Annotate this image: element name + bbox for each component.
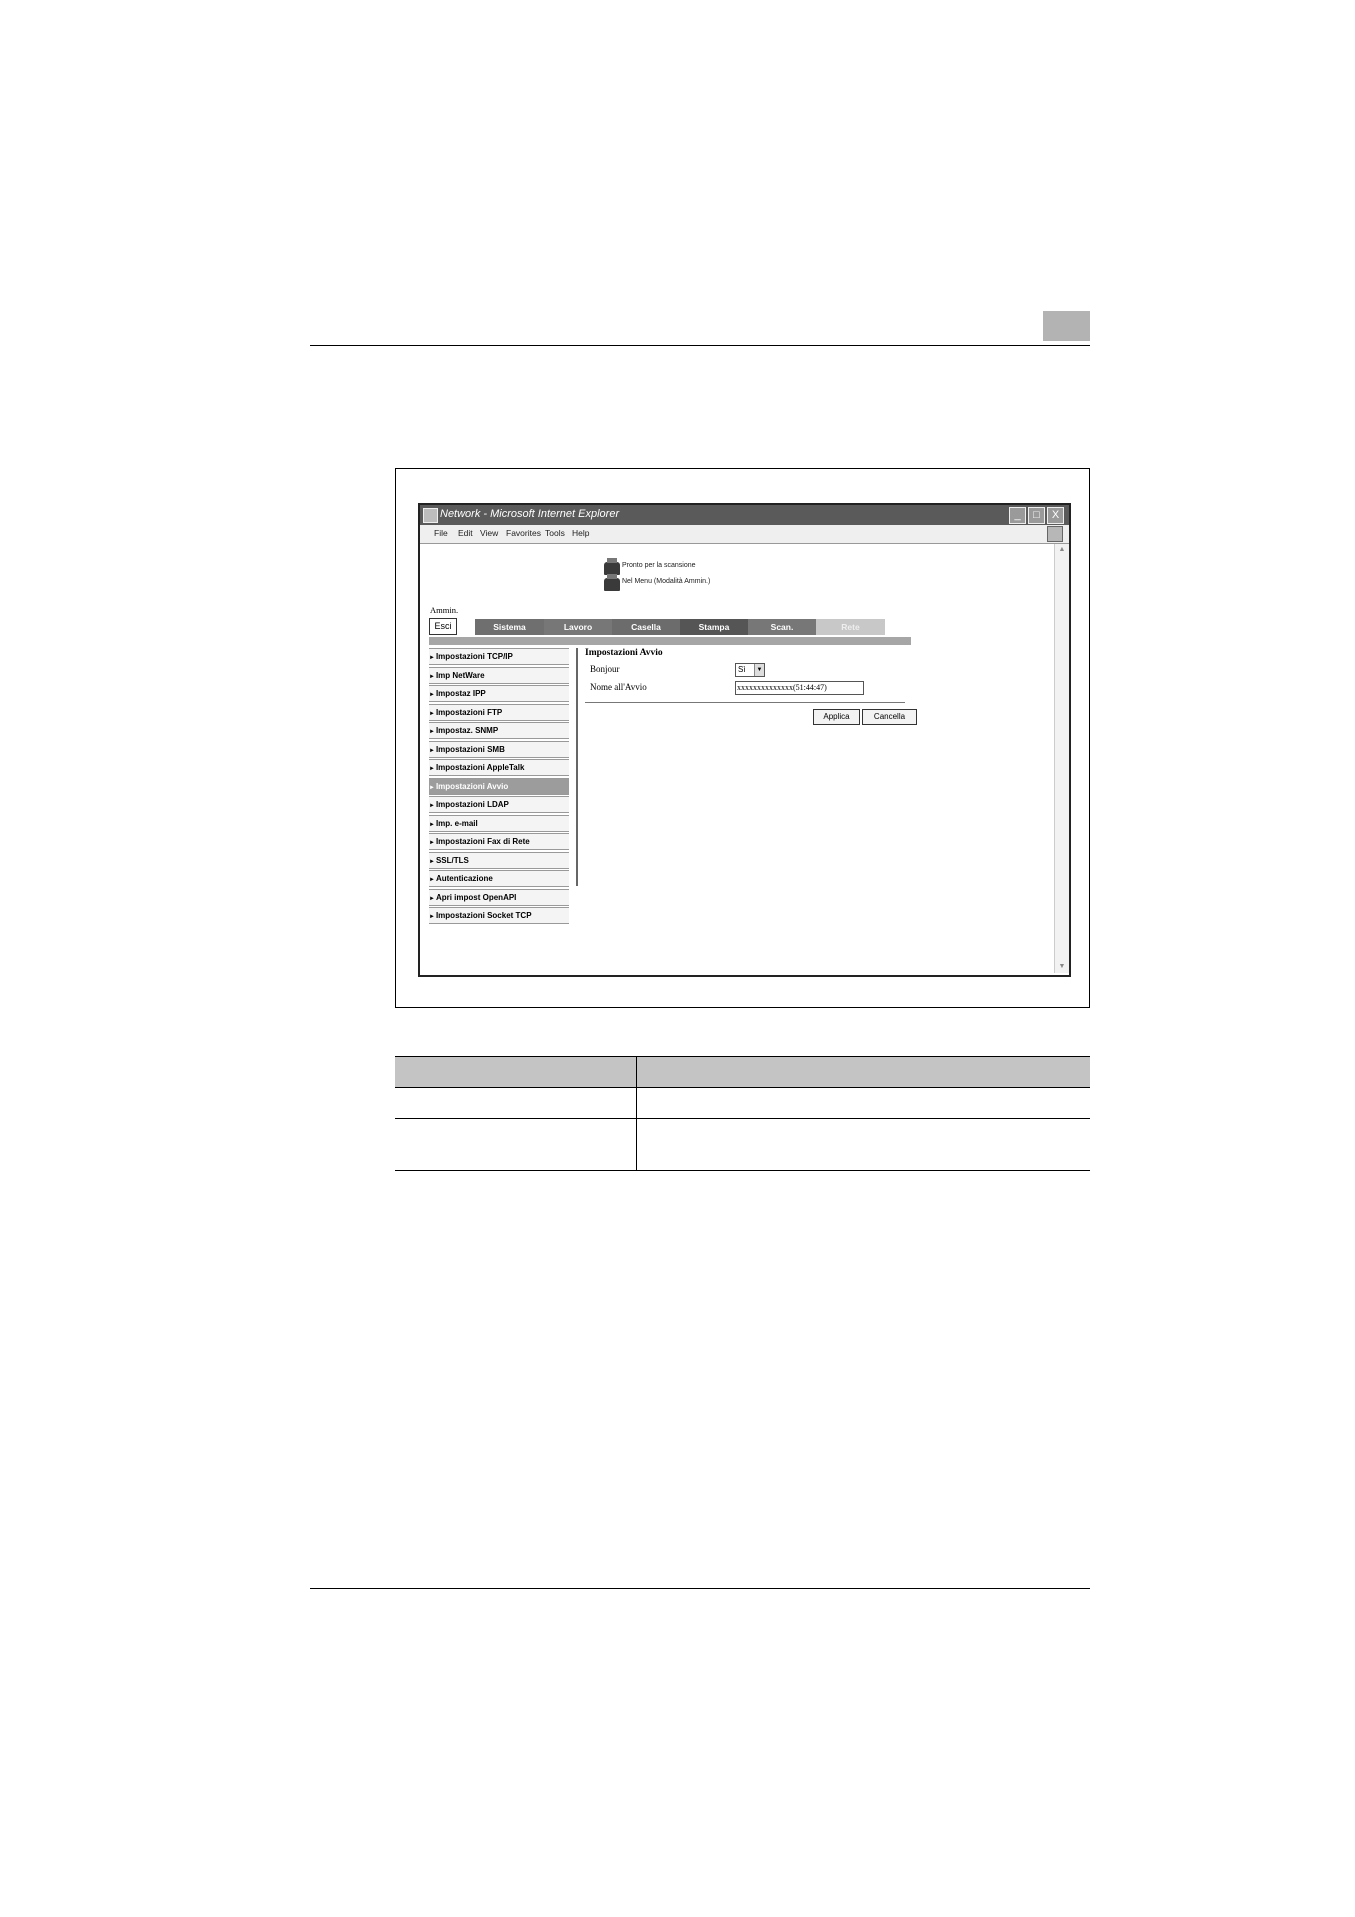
browser-window	[418, 503, 1071, 977]
sidebar-item-ipp[interactable]	[429, 685, 569, 702]
arrow-right-icon: ►	[429, 747, 435, 754]
arrow-right-icon: ►	[429, 877, 435, 883]
bonjour-label: Bonjour	[590, 664, 620, 674]
panel-divider	[585, 702, 905, 703]
sidebar-item-label: Impostazioni Avvio	[435, 781, 509, 791]
sidebar-item-email[interactable]	[429, 815, 569, 832]
sidebar-item-label: Impostazioni LDAP	[435, 800, 509, 809]
chapter-tab	[1043, 311, 1090, 341]
tab-scan[interactable]: Scan.	[748, 619, 817, 635]
sidebar-divider	[576, 648, 578, 886]
window-title: Network - Microsoft Internet Explorer	[440, 508, 620, 520]
chevron-down-icon: ▼	[754, 664, 764, 676]
arrow-right-icon: ►	[429, 766, 435, 772]
sidebar-item-label: Impostazioni Fax di Rete	[435, 837, 530, 846]
sidebar-item-label: Impostazioni SMB	[435, 744, 505, 754]
windows-logo-icon	[1047, 526, 1063, 542]
bonjour-select[interactable]	[735, 663, 765, 677]
arrow-right-icon: ►	[429, 840, 435, 846]
tab-stampa[interactable]: Stampa	[680, 619, 749, 635]
arrow-right-icon: ►	[429, 673, 435, 680]
scroll-up-icon[interactable]: ▲	[1058, 546, 1066, 553]
arrow-right-icon: ►	[429, 784, 435, 791]
main-tabs	[475, 619, 885, 635]
tab-underline-band	[429, 637, 911, 645]
maximize-button[interactable]: □	[1028, 507, 1045, 524]
sidebar-item-ldap[interactable]	[429, 796, 569, 813]
apply-button[interactable]: Applica	[813, 709, 860, 725]
sidebar-item-label: Impostazioni AppleTalk	[435, 763, 525, 772]
panel-title: Impostazioni Avvio	[585, 648, 663, 658]
scroll-down-icon[interactable]: ▼	[1058, 963, 1066, 970]
sidebar-item-label: Impostazioni TCP/IP	[435, 652, 513, 661]
sidebar-item-label: Impostazioni Socket TCP	[435, 911, 532, 920]
bonjour-name-input[interactable]: xxxxxxxxxxxxxx(51:44:47)	[735, 681, 864, 695]
sidebar-item-snmp[interactable]	[429, 722, 569, 739]
sidebar-item-autenticazione[interactable]	[429, 870, 569, 887]
cancel-button[interactable]: Cancella	[862, 709, 917, 725]
logout-button[interactable]: Esci	[429, 618, 457, 635]
menu-edit[interactable]: Edit	[458, 528, 473, 538]
scan-status: Pronto per la scansione	[622, 562, 696, 569]
sidebar-item-netware[interactable]	[429, 667, 569, 684]
menu-help[interactable]: Help	[572, 528, 590, 538]
sidebar-item-socket-tcp[interactable]	[429, 907, 569, 924]
table-row	[395, 1118, 1090, 1171]
sidebar-item-label: Imp. e-mail	[435, 818, 478, 828]
sidebar-item-label: Impostazioni FTP	[435, 707, 503, 717]
arrow-right-icon: ►	[429, 914, 435, 920]
minimize-button[interactable]: _	[1009, 507, 1026, 524]
sidebar	[429, 648, 569, 926]
footer-rule	[310, 1588, 1090, 1589]
vertical-scrollbar[interactable]	[1054, 544, 1069, 973]
bonjour-value: Sì	[738, 665, 746, 674]
admin-label: Ammin.	[430, 605, 459, 615]
tab-sistema[interactable]: Sistema	[475, 619, 545, 635]
sidebar-item-label: SSL/TLS	[435, 855, 469, 865]
sidebar-item-ssl-tls[interactable]	[429, 852, 569, 869]
sidebar-item-openapi[interactable]	[429, 889, 569, 906]
ie-page-icon	[423, 508, 438, 523]
menu-favorites[interactable]: Favorites	[506, 528, 541, 538]
header-rule	[310, 345, 1090, 346]
printer-admin-icon	[604, 578, 620, 591]
settings-panel	[585, 648, 906, 721]
tab-lavoro[interactable]: Lavoro	[544, 619, 613, 635]
arrow-right-icon: ►	[429, 895, 435, 902]
admin-mode-status: Nel Menu (Modalità Ammin.)	[622, 578, 711, 585]
sidebar-item-ftp[interactable]	[429, 704, 569, 721]
tab-rete[interactable]: Rete	[816, 619, 886, 635]
arrow-right-icon: ►	[429, 655, 435, 661]
menu-bar	[420, 525, 1069, 544]
sidebar-item-avvio[interactable]	[429, 778, 569, 795]
menu-file[interactable]: File	[434, 528, 448, 538]
arrow-right-icon: ►	[429, 692, 435, 698]
arrow-right-icon: ►	[429, 821, 435, 828]
arrow-right-icon: ►	[429, 803, 435, 809]
table-header	[395, 1056, 1090, 1088]
arrow-right-icon: ►	[429, 858, 435, 865]
sidebar-item-smb[interactable]	[429, 741, 569, 758]
name-label: Nome all'Avvio	[590, 682, 647, 692]
sidebar-item-label: Impostaz IPP	[435, 689, 486, 698]
page-content	[420, 544, 1054, 973]
title-bar	[420, 505, 1069, 525]
arrow-right-icon: ►	[429, 729, 435, 735]
menu-view[interactable]: View	[480, 528, 499, 538]
table-row	[395, 1087, 1090, 1119]
sidebar-item-fax-rete[interactable]	[429, 833, 569, 850]
sidebar-item-label: Apri impost OpenAPI	[435, 892, 517, 902]
close-button[interactable]: X	[1047, 507, 1064, 524]
sidebar-item-label: Impostaz. SNMP	[435, 726, 499, 735]
sidebar-item-label: Autenticazione	[435, 874, 493, 883]
menu-tools[interactable]: Tools	[545, 528, 565, 538]
sidebar-item-tcpip[interactable]	[429, 648, 569, 665]
arrow-right-icon: ►	[429, 710, 435, 717]
tab-casella[interactable]: Casella	[612, 619, 681, 635]
sidebar-item-appletalk[interactable]	[429, 759, 569, 776]
sidebar-item-label: Imp NetWare	[435, 670, 485, 680]
